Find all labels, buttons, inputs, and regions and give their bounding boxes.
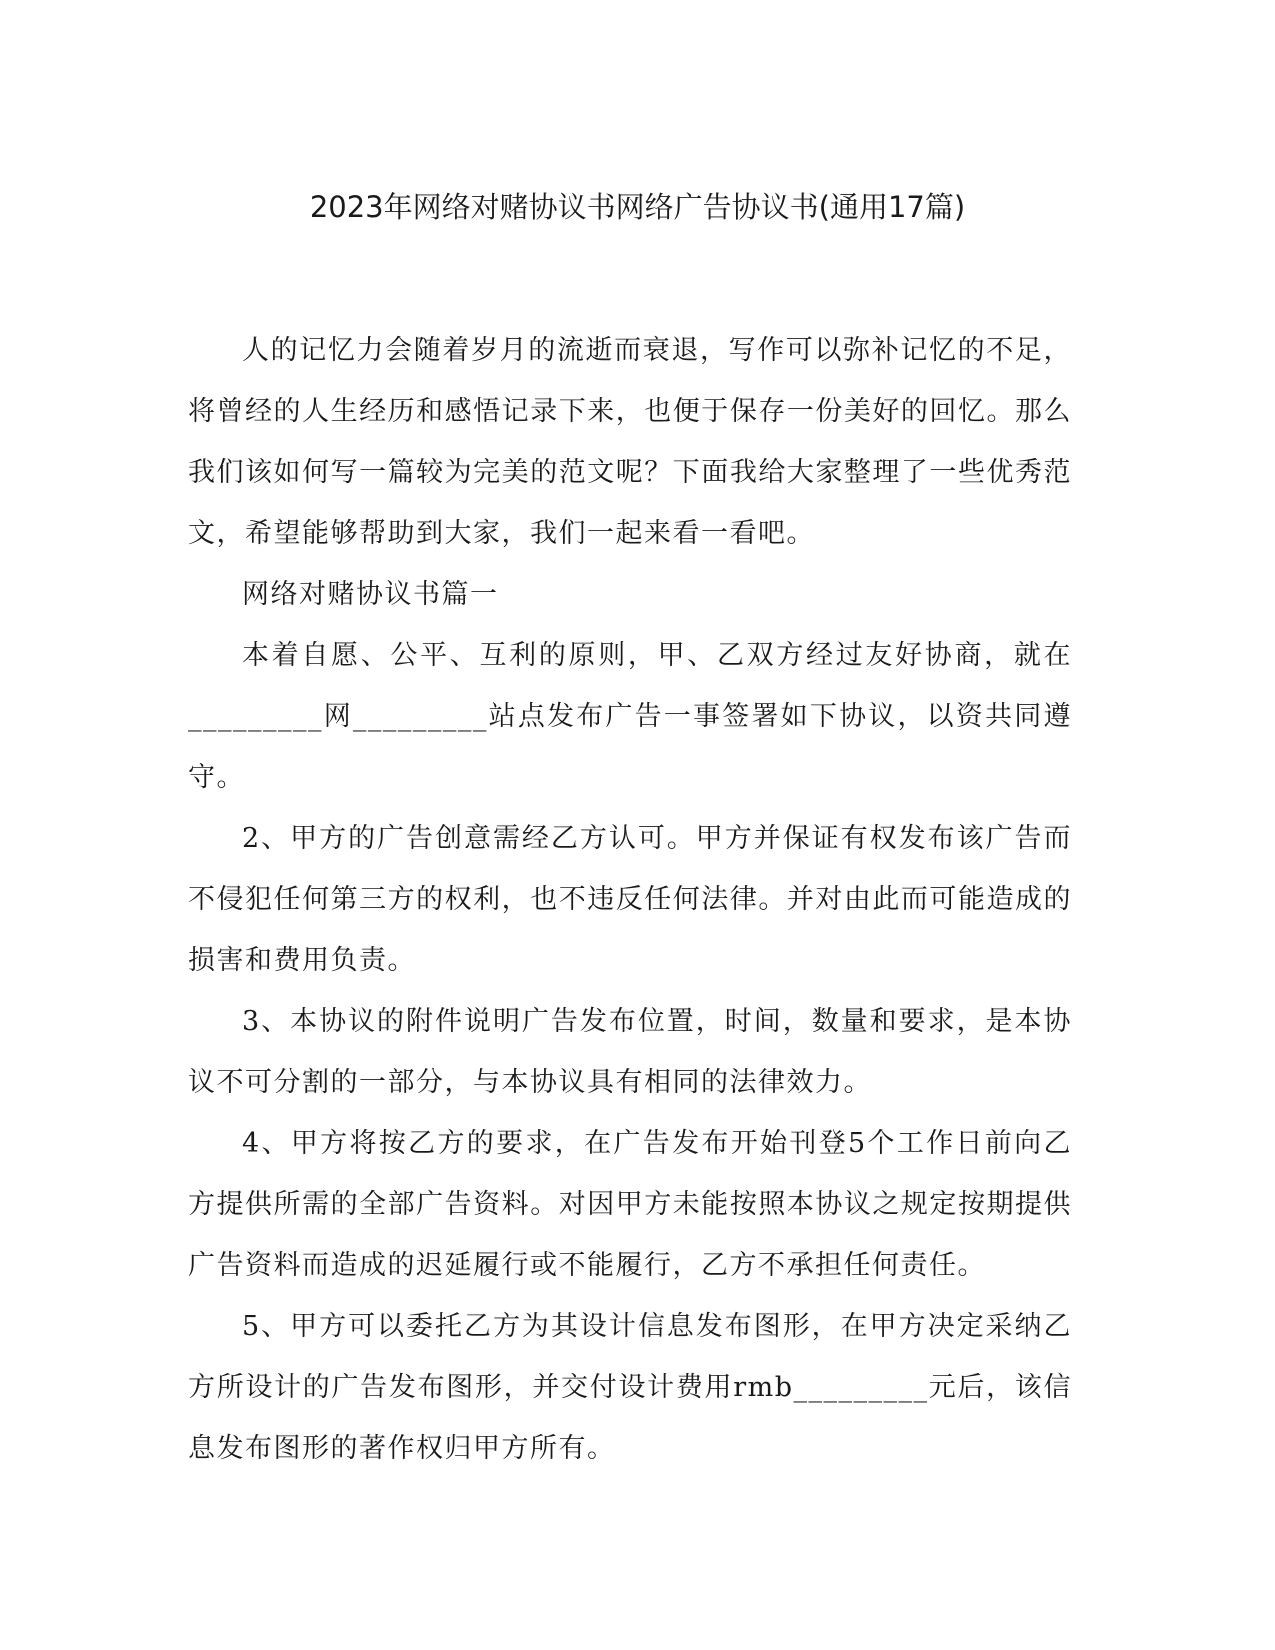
clause-5: 5、甲方可以委托乙方为其设计信息发布图形，在甲方决定采纳乙方所设计的广告发布图形，并交付设计费用rmb_________元后，该信息发布图形的著作权归甲方所有。 [188,1311,1072,1464]
document-body [188,320,1072,1479]
agreement-preamble: 本着自愿、公平、互利的原则，甲、乙双方经过友好协商，就在_________网_________站点发布广告一事签署如下协议，以资共同遵守。 [188,640,1072,793]
clause-2: 2、甲方的广告创意需经乙方认可。甲方并保证有权发布该广告而不侵犯任何第三方的权利，也不违反任何法律。并对由此而可能造成的损害和费用负责。 [188,823,1072,976]
clause-4: 4、甲方将按乙方的要求，在广告发布开始刊登5个工作日前向乙方提供所需的全部广告资料。对因甲方未能按照本协议之规定按期提供广告资料而造成的迟延履行或不能履行，乙方不承担任何责任。 [188,1128,1072,1281]
clause-3: 3、本协议的附件说明广告发布位置，时间，数量和要求，是本协议不可分割的一部分，与本协议具有相同的法律效力。 [188,1006,1072,1098]
section-heading: 网络对赌协议书篇一 [242,579,499,610]
document-title: 2023年网络对赌协议书网络广告协议书(通用17篇) [309,190,966,224]
intro-paragraph: 人的记忆力会随着岁月的流逝而衰退，写作可以弥补记忆的不足，将曾经的人生经历和感悟记录下来，也便于保存一份美好的回忆。那么我们该如何写一篇较为完美的范文呢？下面我给大家整理了一些优秀范文，希望能够帮助到大家，我们一起来看一看吧。 [188,335,1072,549]
